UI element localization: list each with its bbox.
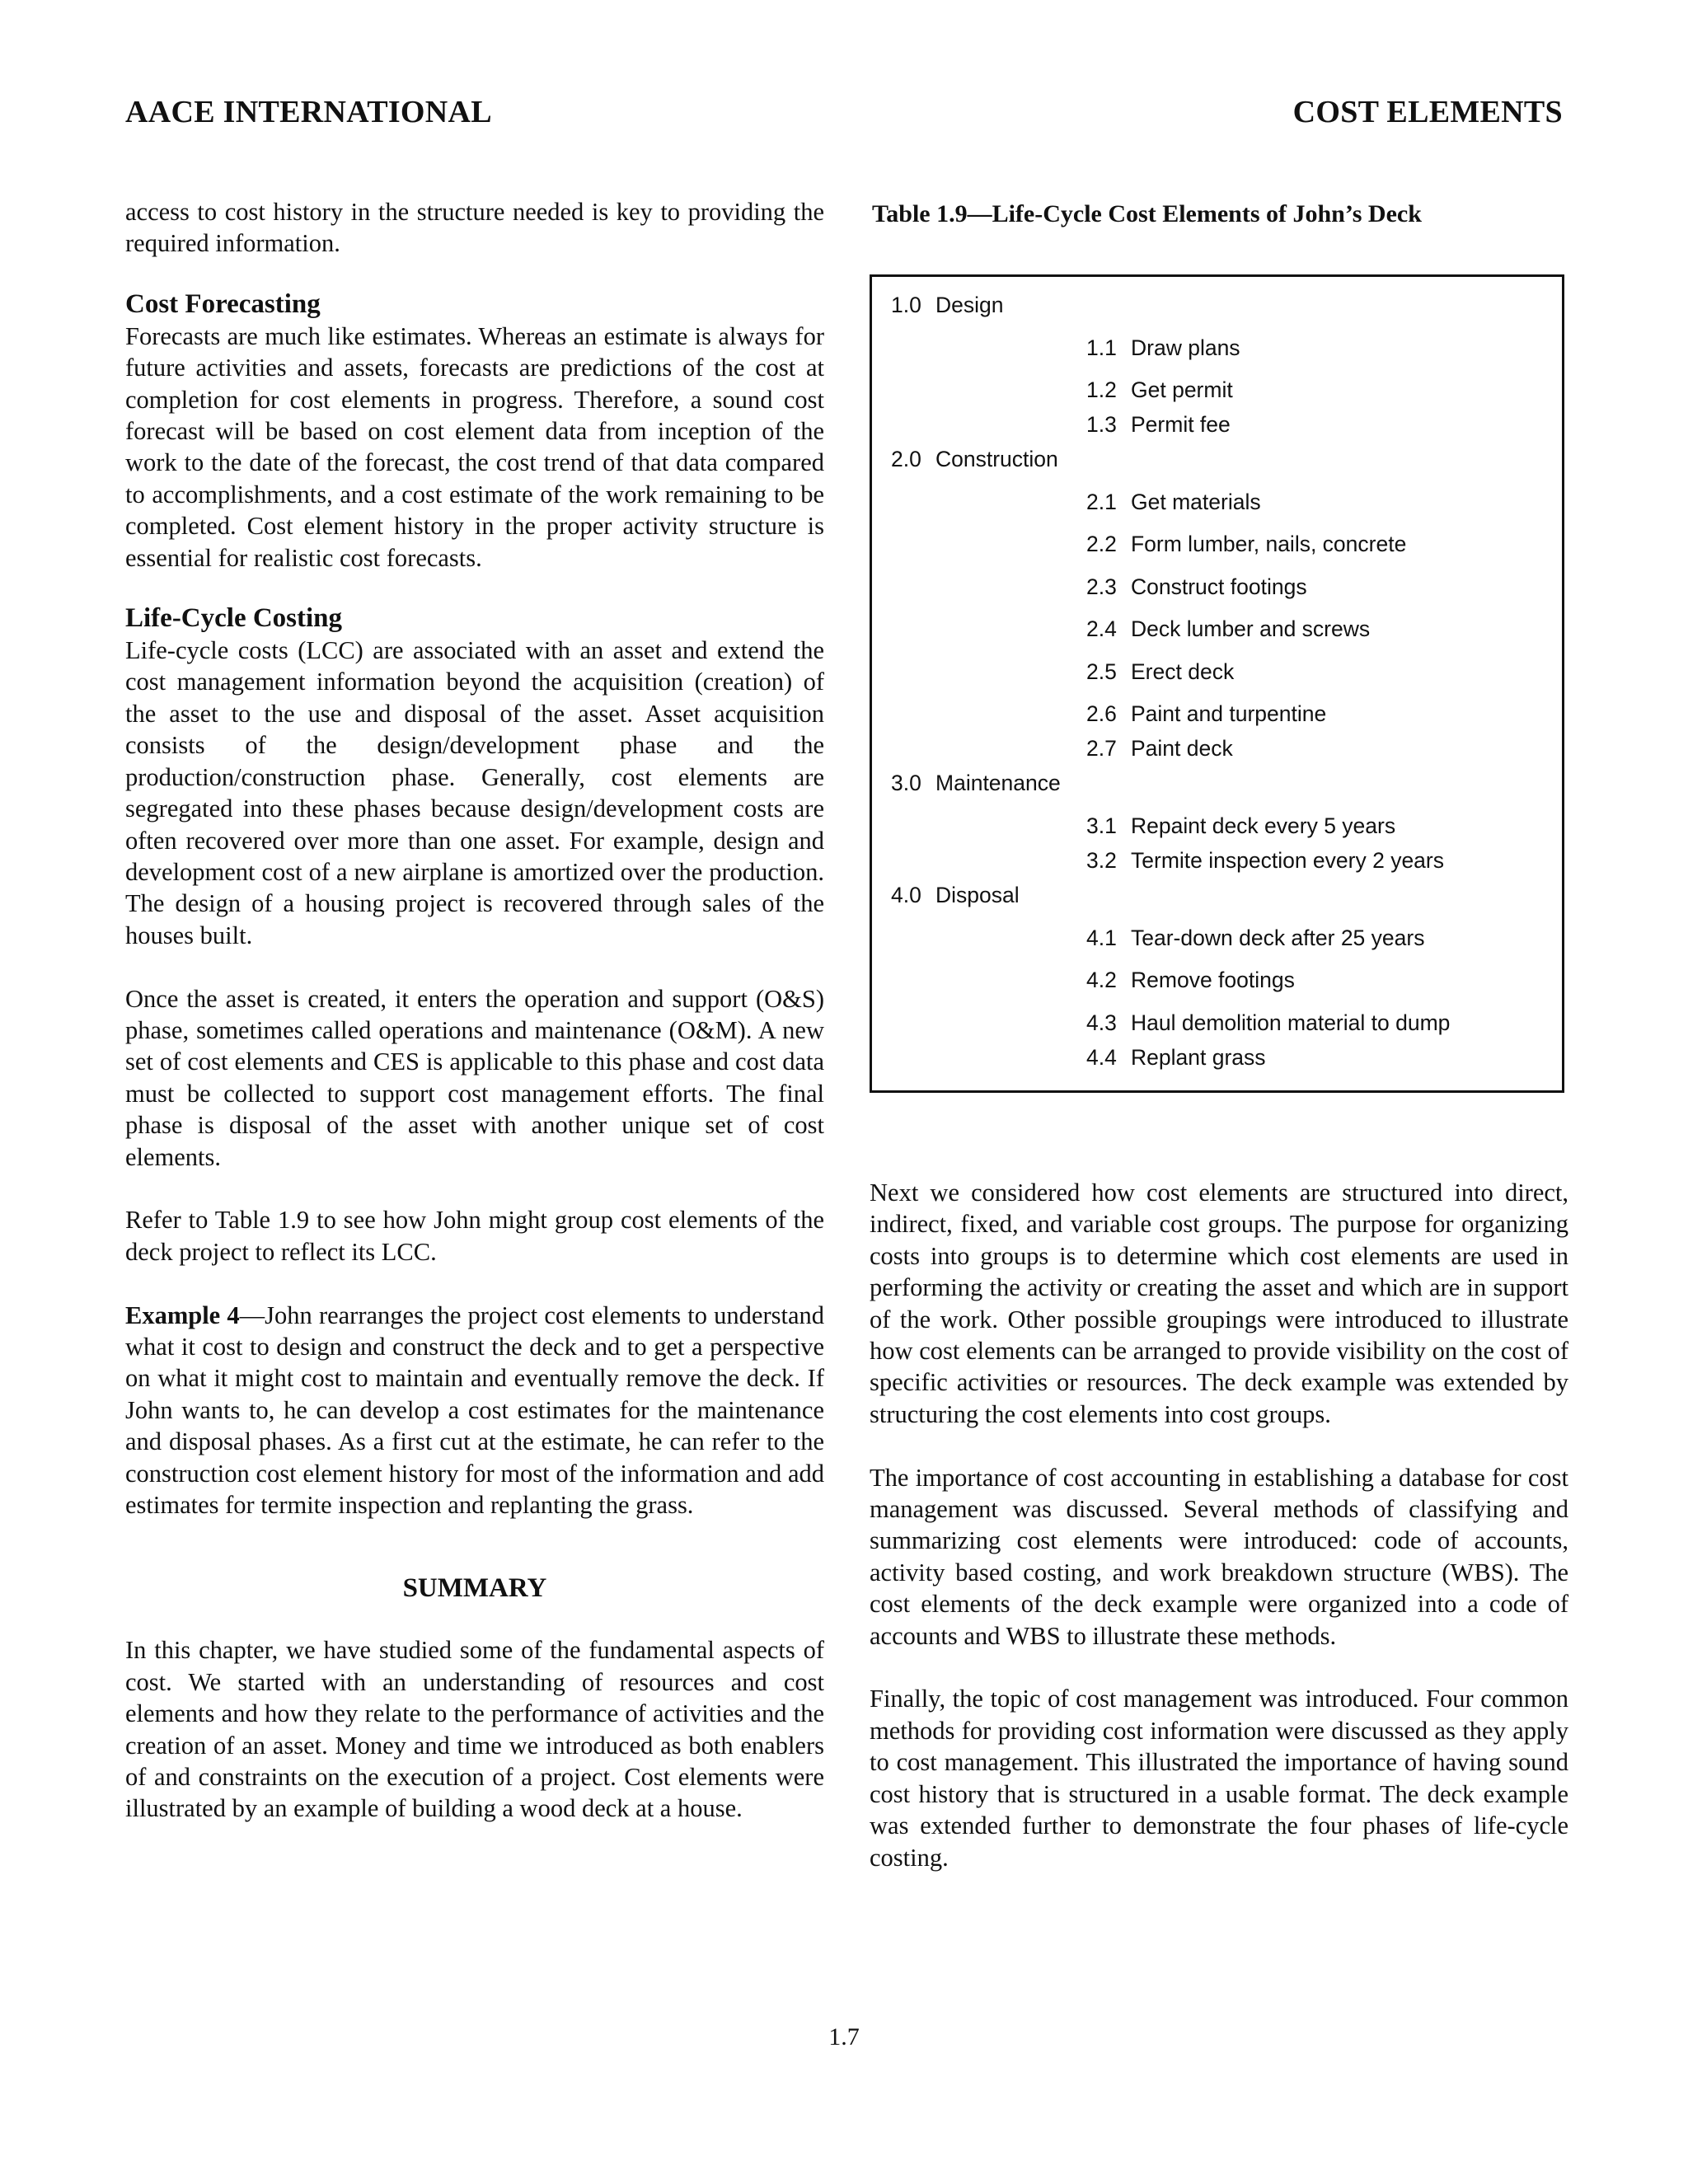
table-row: 2.4 Deck lumber and screws bbox=[1086, 616, 1371, 641]
summary-right-paragraph-3: Finally, the topic of cost management was introduced. Four common methods for providing cost information were discussed as they apply to cost management. This illustrated the importance of having sound cost history that is structured in a usable format. The deck example was extended further to demonstrate the four phases of life-cycle costing. bbox=[870, 1685, 1568, 1872]
table-row: 2.7 Paint deck bbox=[1086, 736, 1233, 761]
running-header-right: COST ELEMENTS bbox=[1292, 95, 1563, 129]
example-paragraph bbox=[125, 1300, 824, 1521]
table-row: 4.2 Remove footings bbox=[1086, 968, 1295, 992]
table-row: 3.2 Termite inspection every 2 years bbox=[1086, 848, 1444, 873]
example-lead: Example 4 bbox=[125, 1301, 240, 1329]
right-column bbox=[870, 1177, 1568, 1873]
table-row: 2.3 Construct footings bbox=[1086, 574, 1307, 599]
cost-forecasting-heading: Cost Forecasting bbox=[125, 288, 321, 319]
table-row: 4.0 Disposal bbox=[891, 883, 1020, 907]
table-row: 1.2 Get permit bbox=[1086, 377, 1233, 402]
summary-right-paragraph-1: Next we considered how cost elements are structured into direct, indirect, fixed, and variable cost groups. The purpose for organizing costs into groups is to determine which cost elements are used in performing the activity or creating the asset and which are in support of the work. Other possible groupings were introduced to illustrate how cost elements can be arranged to provide visibility on the cost of specific activities or resources. The deck example was extended by structuring the cost elements into cost groups. bbox=[870, 1179, 1568, 1428]
life-cycle-cost-table bbox=[870, 274, 1564, 1093]
table-row: 4.4 Replant grass bbox=[1086, 1045, 1266, 1070]
life-cycle-paragraph-3: Refer to Table 1.9 to see how John might group cost elements of the deck project to reflect its LCC. bbox=[125, 1206, 824, 1266]
table-caption: Table 1.9—Life-Cycle Cost Elements of John’s Deck bbox=[872, 200, 1422, 227]
summary-heading: SUMMARY bbox=[402, 1573, 547, 1604]
left-column bbox=[125, 196, 824, 1825]
table-row: 1.3 Permit fee bbox=[1086, 412, 1231, 437]
table-row: 1.0 Design bbox=[891, 293, 1004, 317]
summary-right-paragraph-2: The importance of cost accounting in establishing a database for cost management was discussed. Several methods of classifying and summarizing cost elements were introduced: code of accounts, activity based costing, and work breakdown structure (WBS). The cost elements of the deck example were organized into a code of accounts and WBS to illustrate these methods. bbox=[870, 1463, 1568, 1650]
table-row: 4.3 Haul demolition material to dump bbox=[1086, 1010, 1451, 1035]
table-row: 2.1 Get materials bbox=[1086, 490, 1261, 514]
running-header-left: AACE INTERNATIONAL bbox=[125, 95, 492, 129]
life-cycle-paragraph-1: Life-cycle costs (LCC) are associated with an asset and extend the cost management information beyond the acquisition (creation) of the asset to the use and disposal of the asset. Asset acquisition consists of the design/development phase and the production/construction phase. Generally, cost elements are segregated into these phases because design/development costs are often recovered over more than one asset. For example, design and development cost of a new airplane is amortized over the production. The design of a housing project is recovered through sales of the houses built. bbox=[125, 636, 824, 949]
table-row: 3.0 Maintenance bbox=[891, 771, 1061, 795]
table-row: 1.1 Draw plans bbox=[1086, 335, 1240, 360]
cost-forecasting-paragraph: Forecasts are much like estimates. Whereas an estimate is always for future activities and assets, forecasts are predictions of the cost at completion for cost elements in progress. Therefore, a sound cost forecast will be based on cost element data from inception of the work to the date of the forecast, the cost trend of that data compared to accomplishments, and a cost estimate of the work remaining to be completed. Cost element history in the proper activity structure is essential for realistic cost forecasts. bbox=[125, 321, 824, 572]
table-row: 4.1 Tear-down deck after 25 years bbox=[1086, 926, 1425, 950]
table-row: 2.0 Construction bbox=[891, 447, 1058, 471]
table-row: 2.5 Erect deck bbox=[1086, 659, 1235, 684]
life-cycle-paragraph-2: Once the asset is created, it enters the operation and support (O&S) phase, sometimes called operations and maintenance (O&M). A new set of cost elements and CES is applicable to this phase and cost data must be collected to support cost management efforts. The final phase is disposal of the asset with another unique set of cost elements. bbox=[125, 984, 824, 1171]
intro-paragraph: access to cost history in the structure needed is key to providing the required information. bbox=[125, 198, 824, 258]
table-row: 2.6 Paint and turpentine bbox=[1086, 701, 1327, 726]
summary-paragraph: In this chapter, we have studied some of the fundamental aspects of cost. We started with an understanding of resources and cost elements and how they relate to the performance of activities and the creation of an asset. Money and time we introduced as both enablers of and constraints on the execution of a project. Cost elements were illustrated by an example of building a wood deck at a house. bbox=[125, 1636, 824, 1823]
table-row: 2.2 Form lumber, nails, concrete bbox=[1086, 532, 1407, 556]
page-number: 1.7 bbox=[828, 2023, 860, 2050]
life-cycle-costing-heading: Life-Cycle Costing bbox=[125, 603, 343, 634]
table-row: 3.1 Repaint deck every 5 years bbox=[1086, 813, 1396, 838]
example-body: —John rearranges the project cost elements to understand what it cost to design and construct the deck and to get a perspective on what it might cost to maintain and eventually remove the deck. If John wants to, he can develop a cost estimates for the maintenance and disposal phases. As a first cut at the estimate, he can refer to the construction cost element history for most of the information and add estimates for termite inspection and replanting the grass. bbox=[125, 1301, 824, 1519]
